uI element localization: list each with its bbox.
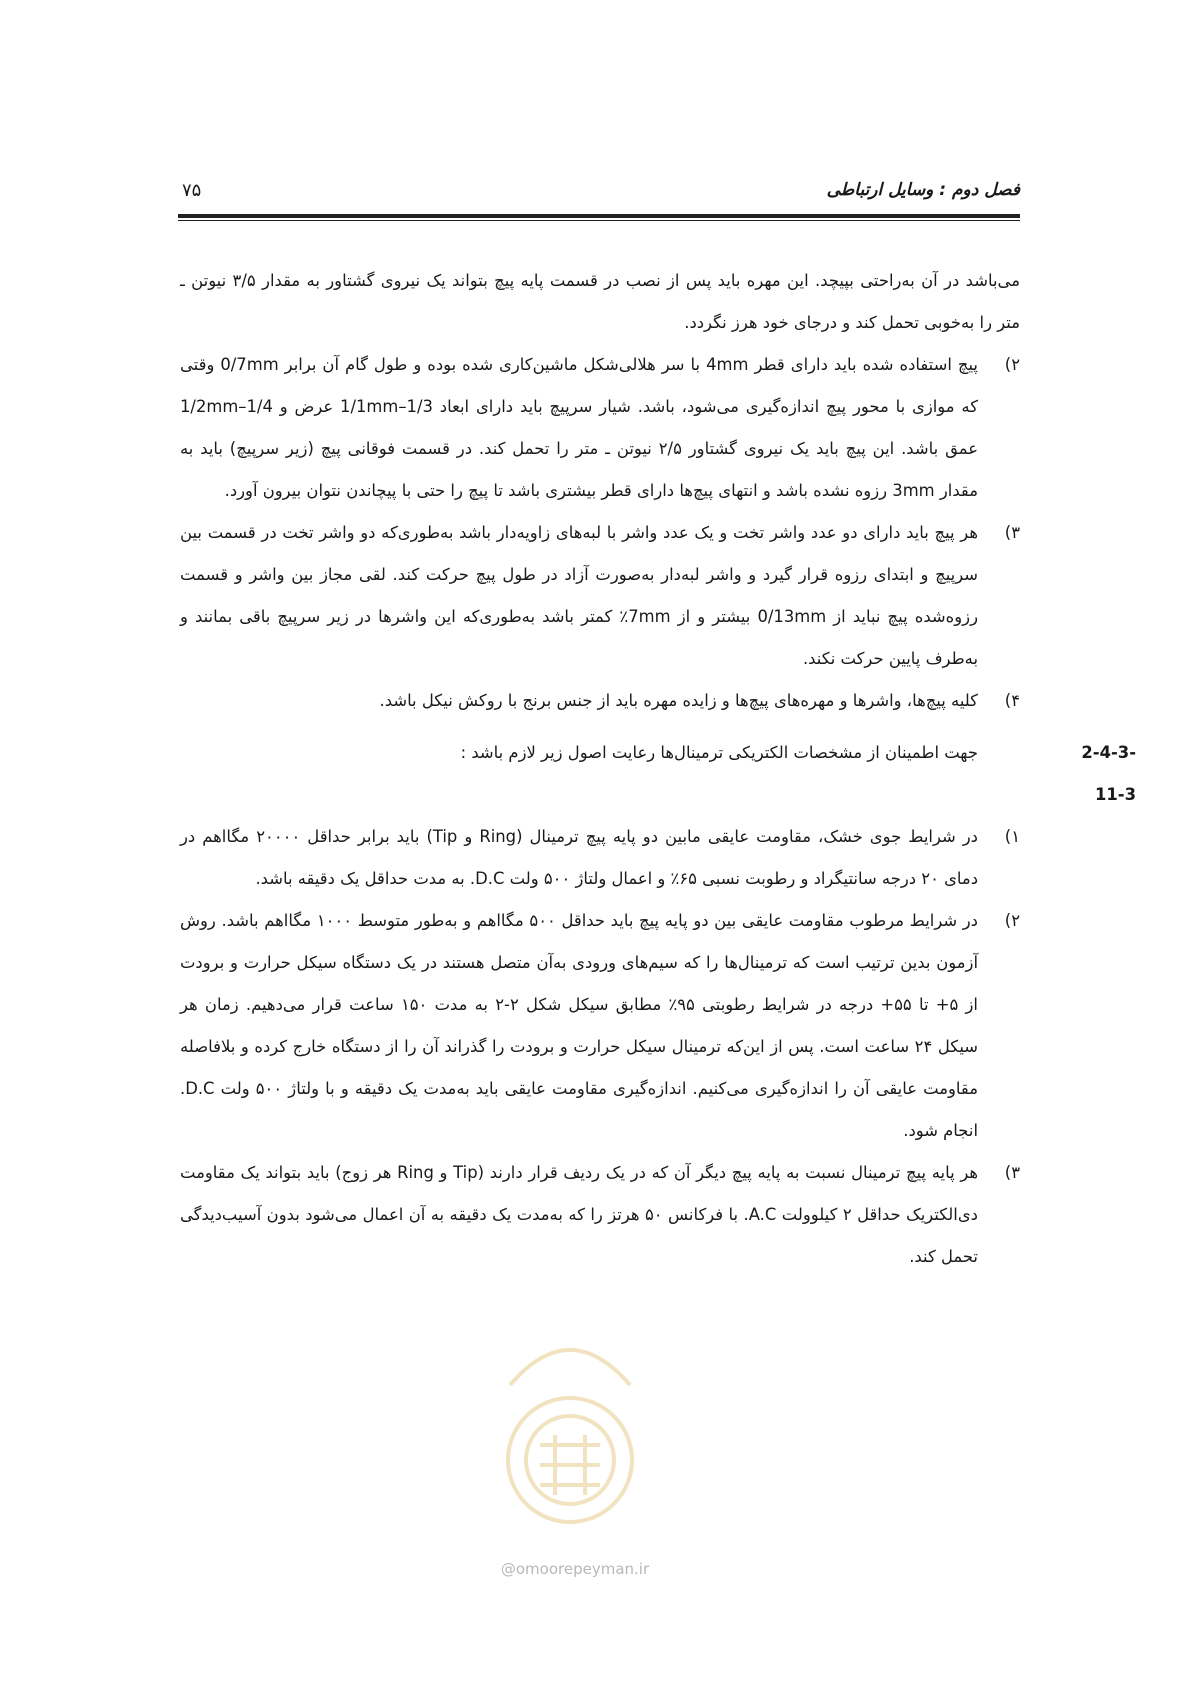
- item-number: ۴): [1004, 691, 1020, 710]
- section-number: 2-4-3-11-3: [1081, 743, 1136, 804]
- list-item: [180, 680, 1020, 722]
- item-text: پیچ استفاده شده باید دارای قطر 4mm با سر هلالی‌شکل ماشین‌کاری شده بوده و طول گام آن برابر 0/7mm وقتی که موازی با محور پیچ اندازه‌گیری می‌شود، باشد. شیار سرپیچ باید دارای ابعاد 1/1mm–1/3 عرض و 1/2mm–1/4 عمق باشد. این پیچ باید یک نیروی گشتاور ۲/۵ نیوتن ـ متر را تحمل کند. در قسمت فوقانی پیچ (زیر سرپیچ) باید به مقدار 3mm رزوه نشده باشد و انتهای پیچ‌ها دارای قطر بیشتری باشد تا پیچ را حتی با پیچاندن نتوان بیرون آورد.: [180, 355, 978, 500]
- page-number: ۷۵: [182, 180, 202, 201]
- item-text: در شرایط مرطوب مقاومت عایقی بین دو پایه پیچ باید حداقل ۵۰۰ مگااهم و به‌طور متوسط ۱۰۰۰ مگااهم باشد. روش آزمون بدین ترتیب است که ترمینال‌ها را که سیم‌های ورودی به‌آن متصل هستند در یک دستگاه سیکل حرارت و برودت از ۵+ تا ۵۵+ درجه در شرایط رطوبتی ۹۵٪ مطابق سیکل شکل ۲-۲ به مدت ۱۵۰ ساعت قرار می‌دهیم. زمان هر سیکل ۲۴ ساعت است. پس از این‌که ترمینال سیکل حرارت و برودت را گذراند آن را از دستگاه خارج کرده و بلافاصله مقاومت عایقی آن را اندازه‌گیری می‌کنیم. اندازه‌گیری مقاومت عایقی باید به‌مدت یک دقیقه و با ولتاژ ۵۰۰ ولت D.C. انجام شود.: [180, 911, 979, 1140]
- page-content: [180, 260, 1136, 1278]
- item-number: ۳): [1004, 1163, 1020, 1182]
- item-text: در شرایط جوی خشک، مقاومت عایقی مابین دو پایه پیچ ترمینال (Ring و Tip) باید برابر حداقل ۲۰۰۰۰ مگااهم در دمای ۲۰ درجه سانتیگراد و رطوبت نسبی ۶۵٪ و اعمال ولتاژ ۵۰۰ ولت D.C. به مدت حداقل یک دقیقه باشد.: [180, 827, 978, 888]
- item-number: ۲): [1004, 355, 1020, 374]
- item-number: ۲): [1004, 911, 1020, 930]
- page-header: [178, 180, 1020, 210]
- list-item: [180, 512, 1020, 680]
- list-item: [180, 1152, 1020, 1278]
- item-text: هر پیچ باید دارای دو عدد واشر تخت و یک عدد واشر با لبه‌های زاویه‌دار باشد به‌طوری‌که دو واشر تخت در قسمت بین سرپیچ و ابتدای رزوه قرار گیرد و واشر لبه‌دار به‌صورت آزاد در طول پیچ حرکت کند. لقی مجاز بین واشر و قسمت رزوه‌شده پیچ نباید از 0/13mm بیشتر و از 7mm٪ کمتر باشد به‌طوری‌که این واشرها در زیر سرپیچ باقی بمانند و به‌طرف پایین حرکت نکند.: [180, 523, 978, 668]
- header-rule-thick: [178, 214, 1020, 218]
- item-text: کلیه پیچ‌ها، واشرها و مهره‌های پیچ‌ها و زایده مهره باید از جنس برنج با روکش نیکل باشد.: [379, 691, 978, 710]
- list-item: [180, 344, 1020, 512]
- list-item: [180, 900, 1020, 1152]
- section-heading: [180, 732, 1136, 816]
- list-item: [180, 816, 1020, 900]
- watermark-text: @omoorepeyman.ir: [500, 1560, 650, 1578]
- chapter-title: فصل دوم : وسایل ارتباطی: [826, 180, 1020, 200]
- header-rule-thin: [178, 220, 1020, 221]
- section-intro: جهت اطمینان از مشخصات الکتریکی ترمینال‌ها رعایت اصول زیر لازم باشد :: [460, 743, 978, 762]
- item-text: هر پایه پیچ ترمینال نسبت به پایه پیچ دیگر آن که در یک ردیف قرار دارند (Tip و Ring هر زوج) باید بتواند یک مقاومت دی‌الکتریک حداقل ۲ کیلوولت A.C. با فرکانس ۵۰ هرتز را که به‌مدت یک دقیقه به آن اعمال می‌شود بدون آسیب‌دیدگی تحمل کند.: [180, 1163, 978, 1266]
- intro-paragraph: می‌باشد در آن به‌راحتی بپیچد. این مهره باید پس از نصب در قسمت پایه پیچ بتواند یک نیروی گشتاور به مقدار ۳/۵ نیوتن ـ متر را به‌خوبی تحمل کند و درجای خود هرز نگردد.: [180, 271, 1020, 332]
- watermark-seal-icon: [470, 1295, 670, 1575]
- item-number: ۳): [1004, 523, 1020, 542]
- item-number: ۱): [1004, 827, 1020, 846]
